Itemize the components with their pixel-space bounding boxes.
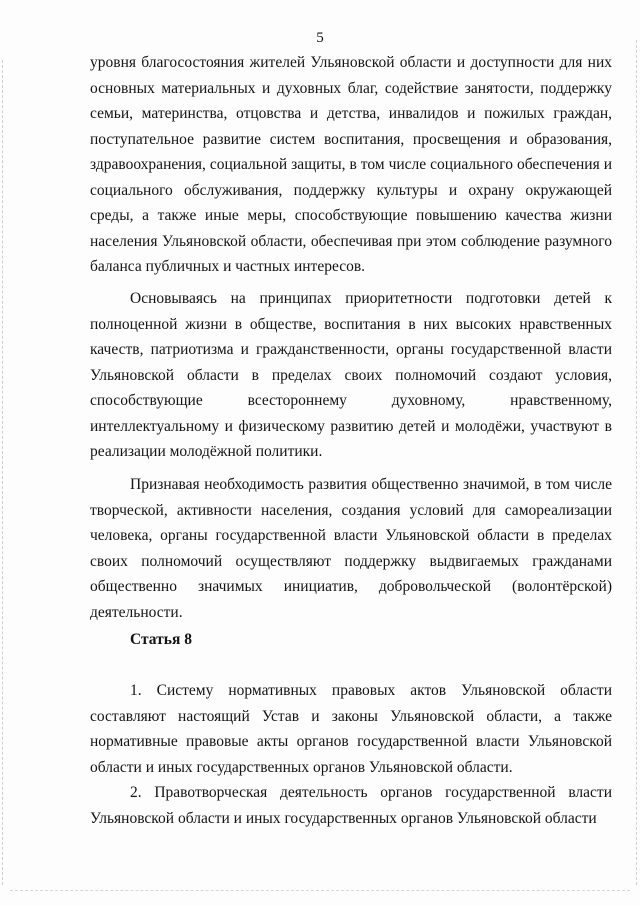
paragraph-text: уровня благосостояния жителей Ульяновской области и доступности для них основных материальных и духовных благ, содействие занятости, поддержку семьи, материнства, отцовства и детства, инвалидов и пожилых граждан, поступательное развитие систем воспитания, просвещения и образования, здравоохранения, социальной защиты, в том числе социального обеспечения и социального обслуживания, поддержку культуры и охрану окружающей среды, а также иные меры, способствующие повышению качества жизни населения Ульяновской области, обеспечивая при этом соблюдение разумного баланса публичных и частных интересов. — [90, 54, 612, 275]
article-item-text: 1. Систему нормативных правовых актов Ульяновской области составляют настоящий Устав и законы Ульяновской области, а также нормативные правовые акты органов государственной власти Ульяновской области и иных государственных органов Ульяновской области. — [90, 682, 612, 776]
article-item-1 — [90, 678, 612, 780]
article-item-text: 2. Правотворческая деятельность органов государственной власти Ульяновской области и иных государственных органов Ульяновской области — [90, 784, 612, 827]
article-item-2 — [90, 780, 612, 831]
page-number: 5 — [316, 30, 324, 46]
scan-border-right — [636, 40, 637, 885]
paragraph-youth-policy — [90, 286, 612, 465]
paragraph-continuation — [90, 50, 612, 280]
article-heading: Статья 8 — [130, 631, 192, 648]
scan-border-left — [2, 60, 3, 885]
paragraph-public-initiatives — [90, 472, 612, 625]
scan-border-bottom — [10, 890, 630, 891]
paragraph-text: Основываясь на принципах приоритетности подготовки детей к полноценной жизни в обществе, воспитания в них высоких нравственных качеств, патриотизма и гражданственности, органы государственной власти Ульяновской области в пределах своих полномочий создают условия, способствующие всестороннему духовному, нравственному, интеллектуальному и физическому развитию детей и молодёжи, участвуют в реализации молодёжной политики. — [90, 290, 612, 460]
paragraph-text: Признавая необходимость развития общественно значимой, в том числе творческой, активности населения, создания условий для самореализации человека, органы государственной власти Ульяновской области в пределах своих полномочий осуществляют поддержку выдвигаемых гражданами общественно значимых инициатив, добровольческой (волонтёрской) деятельности. — [90, 476, 612, 621]
